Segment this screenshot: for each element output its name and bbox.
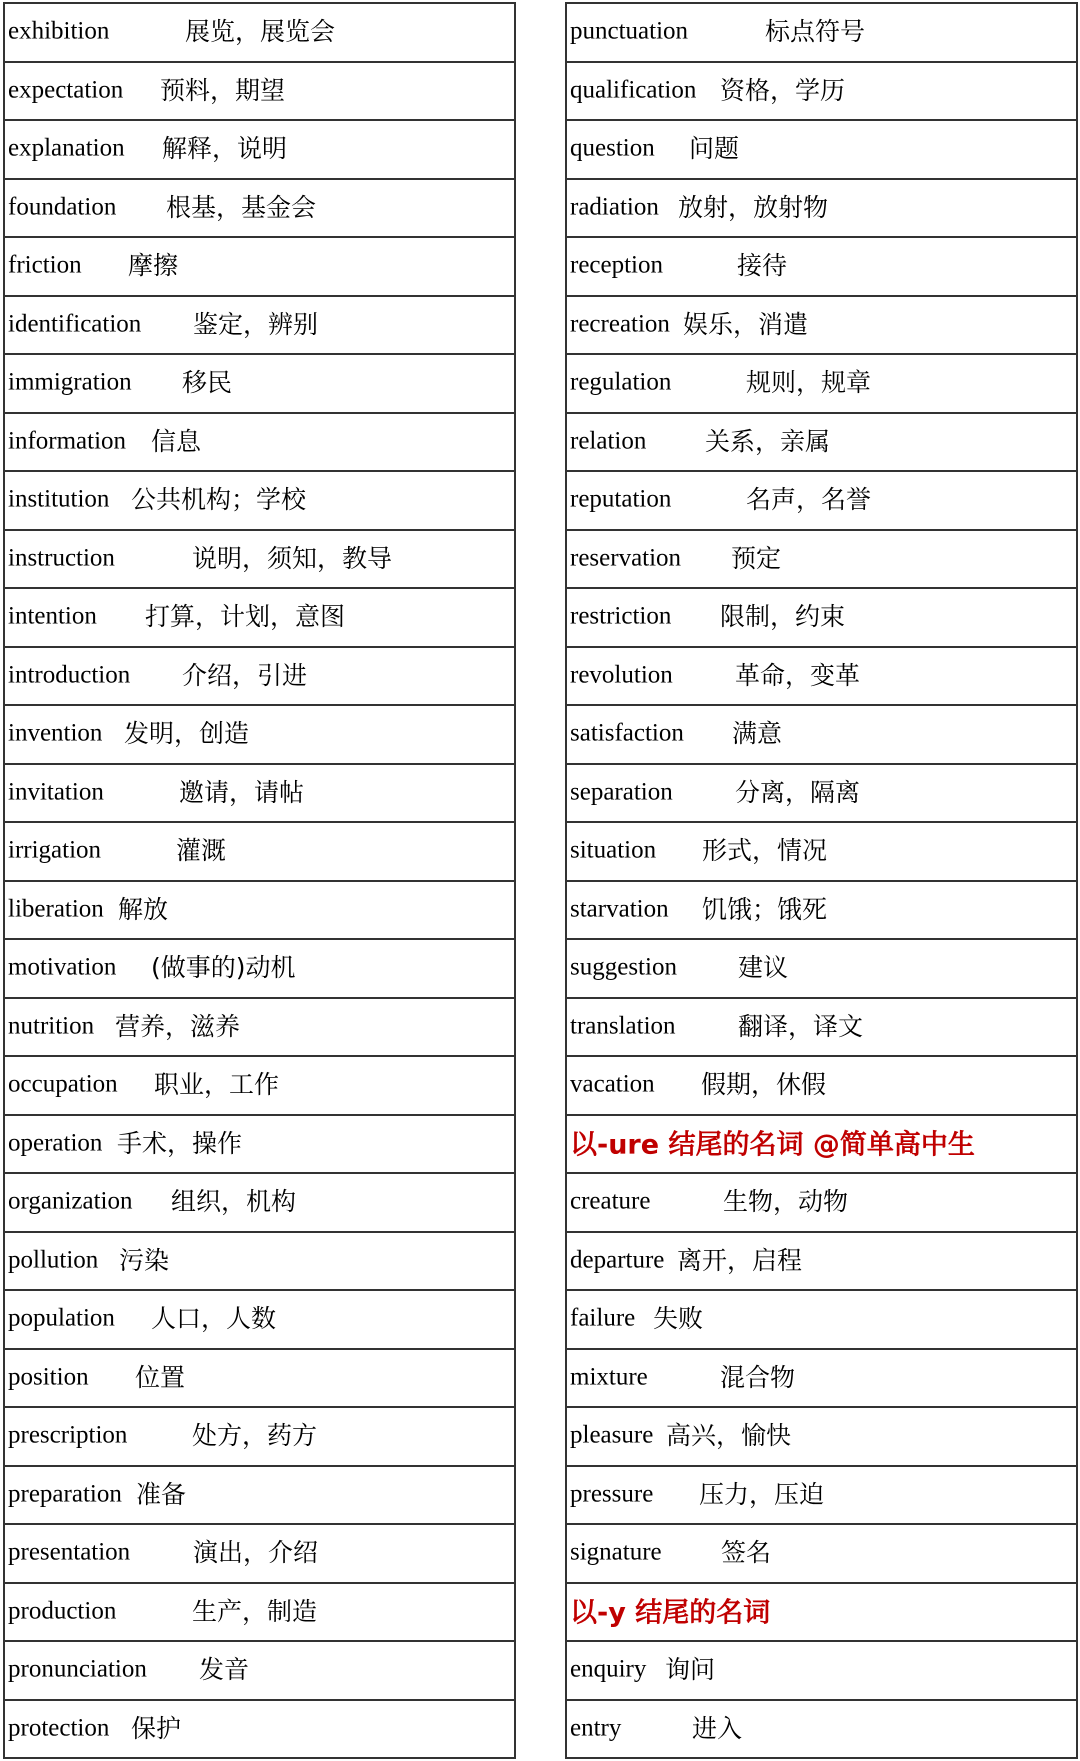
english-word: preparation	[8, 1480, 122, 1508]
chinese-meaning: 准备	[136, 1479, 187, 1509]
chinese-meaning: 根基，基金会	[166, 192, 317, 222]
chinese-meaning: 生物，动物	[723, 1187, 849, 1217]
vocab-row	[5, 121, 514, 180]
chinese-meaning: 建议	[738, 953, 789, 983]
english-word: starvation	[570, 895, 669, 923]
chinese-meaning: 营养，滋养	[115, 1011, 241, 1041]
vocab-row	[567, 823, 1076, 882]
chinese-meaning: 组织，机构	[171, 1187, 297, 1217]
vocab-row	[567, 1291, 1076, 1350]
chinese-meaning: 限制，约束	[720, 602, 846, 632]
english-word: expectation	[8, 76, 124, 104]
chinese-meaning: 假期，休假	[701, 1070, 827, 1100]
vocab-row	[5, 1057, 514, 1116]
chinese-meaning: 展览，展览会	[185, 17, 336, 47]
english-word: position	[8, 1363, 89, 1391]
vocab-row	[5, 414, 514, 473]
chinese-meaning: 询问	[665, 1655, 716, 1685]
chinese-meaning: 发音	[199, 1655, 250, 1685]
vocab-row	[5, 1291, 514, 1350]
vocab-row	[5, 1408, 514, 1467]
vocab-row	[5, 648, 514, 707]
chinese-meaning: 资格，学历	[720, 75, 846, 105]
english-word: entry	[570, 1714, 622, 1742]
english-word: invention	[8, 719, 103, 747]
english-word: intention	[8, 602, 97, 630]
vocab-row	[567, 238, 1076, 297]
chinese-meaning: 放射，放射物	[678, 192, 829, 222]
chinese-meaning: 混合物	[720, 1362, 796, 1392]
english-word: radiation	[570, 193, 659, 221]
vocabulary-table-right	[565, 2, 1078, 1759]
english-word: translation	[570, 1012, 676, 1040]
chinese-meaning: 接待	[737, 251, 788, 281]
chinese-meaning: 生产，制造	[192, 1596, 318, 1626]
vocab-row	[567, 1408, 1076, 1467]
vocab-row	[567, 1525, 1076, 1584]
english-word: explanation	[8, 134, 125, 162]
english-word: punctuation	[570, 17, 689, 45]
english-word: situation	[570, 836, 657, 864]
english-word: departure	[570, 1246, 665, 1274]
section-header-row	[567, 1116, 1076, 1175]
chinese-meaning: 保护	[131, 1713, 182, 1743]
vocab-row	[5, 1525, 514, 1584]
english-word: relation	[570, 427, 647, 455]
vocab-row	[5, 940, 514, 999]
vocab-row	[567, 765, 1076, 824]
section-header-row	[567, 1584, 1076, 1643]
english-word: question	[570, 134, 655, 162]
chinese-meaning: 关系，亲属	[705, 426, 831, 456]
section-header: 以-ure 结尾的名词 @简单高中生	[570, 1129, 975, 1161]
vocab-row	[567, 1701, 1076, 1760]
chinese-meaning: 名声，名誉	[746, 485, 872, 515]
vocab-row	[5, 1467, 514, 1526]
chinese-meaning: 预定	[731, 543, 782, 573]
chinese-meaning: 预料，期望	[160, 75, 286, 105]
english-word: pressure	[570, 1480, 654, 1508]
vocab-row	[567, 180, 1076, 239]
vocab-row	[5, 589, 514, 648]
vocab-row	[5, 1701, 514, 1760]
chinese-meaning: 移民	[182, 368, 233, 398]
chinese-meaning: 演出，介绍	[193, 1538, 319, 1568]
vocab-row	[567, 589, 1076, 648]
vocab-row	[5, 531, 514, 590]
english-word: friction	[8, 251, 82, 279]
chinese-meaning: 翻译，译文	[738, 1011, 864, 1041]
chinese-meaning: 打算，计划，意图	[145, 602, 346, 632]
english-word: satisfaction	[570, 719, 684, 747]
vocab-row	[5, 1116, 514, 1175]
chinese-meaning: 信息	[151, 426, 202, 456]
chinese-meaning: 公共机构；学校	[131, 485, 307, 515]
chinese-meaning: 人口，人数	[151, 1304, 277, 1334]
vocab-row	[567, 1174, 1076, 1233]
chinese-meaning: 手术，操作	[117, 1128, 243, 1158]
english-word: prescription	[8, 1421, 128, 1449]
english-word: institution	[8, 485, 110, 513]
english-word: failure	[570, 1304, 636, 1332]
vocab-row	[567, 882, 1076, 941]
english-word: creature	[570, 1187, 651, 1215]
english-word: pleasure	[570, 1421, 654, 1449]
vocab-row	[5, 180, 514, 239]
english-word: information	[8, 427, 127, 455]
english-word: exhibition	[8, 17, 110, 45]
vocab-row	[5, 1233, 514, 1292]
vocab-row	[5, 297, 514, 356]
vocab-row	[5, 706, 514, 765]
chinese-meaning: 规则，规章	[746, 368, 872, 398]
vocabulary-table-left	[3, 2, 516, 1759]
chinese-meaning: 压力，压迫	[699, 1479, 825, 1509]
english-word: pronunciation	[8, 1655, 147, 1683]
english-word: reservation	[570, 544, 682, 572]
english-word: revolution	[570, 661, 673, 689]
english-word: production	[8, 1597, 117, 1625]
chinese-meaning: 发明，创造	[124, 719, 250, 749]
vocab-row	[567, 648, 1076, 707]
chinese-meaning: 失败	[653, 1304, 704, 1334]
chinese-meaning: 邀请，请帖	[179, 777, 305, 807]
chinese-meaning: 说明，须知，教导	[192, 543, 393, 573]
chinese-meaning: 介绍，引进	[182, 660, 308, 690]
chinese-meaning: 解放	[118, 894, 169, 924]
english-word: operation	[8, 1129, 103, 1157]
chinese-meaning: 职业，工作	[154, 1070, 280, 1100]
vocab-row	[567, 355, 1076, 414]
vocab-row	[567, 1057, 1076, 1116]
vocab-row	[5, 63, 514, 122]
english-word: foundation	[8, 193, 117, 221]
chinese-meaning: (做事的)动机	[151, 953, 296, 983]
chinese-meaning: 解释，说明	[162, 134, 288, 164]
chinese-meaning: 进入	[692, 1713, 743, 1743]
english-word: liberation	[8, 895, 104, 923]
vocab-row	[5, 1350, 514, 1409]
english-word: restriction	[570, 602, 672, 630]
chinese-meaning: 分离，隔离	[735, 777, 861, 807]
vocab-row	[567, 472, 1076, 531]
english-word: motivation	[8, 953, 117, 981]
english-word: instruction	[8, 544, 115, 572]
chinese-meaning: 摩擦	[128, 251, 179, 281]
english-word: immigration	[8, 368, 132, 396]
english-word: irrigation	[8, 836, 102, 864]
vocab-row	[567, 121, 1076, 180]
chinese-meaning: 处方，药方	[192, 1421, 318, 1451]
chinese-meaning: 位置	[135, 1362, 186, 1392]
vocab-row	[567, 531, 1076, 590]
vocab-row	[567, 1350, 1076, 1409]
english-word: invitation	[8, 778, 104, 806]
chinese-meaning: 高兴，愉快	[666, 1421, 792, 1451]
english-word: nutrition	[8, 1012, 95, 1040]
chinese-meaning: 形式，情况	[702, 836, 828, 866]
english-word: separation	[570, 778, 673, 806]
english-word: protection	[8, 1714, 110, 1742]
vocab-row	[567, 940, 1076, 999]
english-word: pollution	[8, 1246, 99, 1274]
vocab-row	[5, 238, 514, 297]
english-word: presentation	[8, 1538, 131, 1566]
vocab-row	[567, 1233, 1076, 1292]
vocab-row	[567, 706, 1076, 765]
chinese-meaning: 革命，变革	[735, 660, 861, 690]
vocab-row	[5, 765, 514, 824]
english-word: organization	[8, 1187, 133, 1215]
chinese-meaning: 娱乐，消遣	[683, 309, 809, 339]
vocab-row	[5, 1174, 514, 1233]
vocab-row	[567, 297, 1076, 356]
english-word: occupation	[8, 1070, 118, 1098]
vocab-row	[567, 414, 1076, 473]
vocab-row	[5, 4, 514, 63]
english-word: identification	[8, 310, 142, 338]
english-word: signature	[570, 1538, 662, 1566]
english-word: vacation	[570, 1070, 655, 1098]
vocab-row	[5, 999, 514, 1058]
chinese-meaning: 标点符号	[765, 17, 866, 47]
chinese-meaning: 饥饿；饿死	[702, 894, 828, 924]
vocab-row	[5, 823, 514, 882]
chinese-meaning: 灌溉	[176, 836, 227, 866]
english-word: suggestion	[570, 953, 677, 981]
chinese-meaning: 签名	[721, 1538, 772, 1568]
vocab-row	[567, 1642, 1076, 1701]
vocab-row	[567, 999, 1076, 1058]
english-word: recreation	[570, 310, 670, 338]
english-word: introduction	[8, 661, 131, 689]
chinese-meaning: 问题	[689, 134, 740, 164]
vocab-row	[5, 472, 514, 531]
chinese-meaning: 离开，启程	[677, 1245, 803, 1275]
vocab-row	[567, 63, 1076, 122]
chinese-meaning: 污染	[119, 1245, 170, 1275]
vocab-row	[5, 882, 514, 941]
vocab-row	[5, 1584, 514, 1643]
section-header: 以-y 结尾的名词	[570, 1597, 771, 1629]
chinese-meaning: 鉴定，辨别	[193, 309, 319, 339]
vocab-row	[5, 1642, 514, 1701]
english-word: population	[8, 1304, 115, 1332]
vocab-row	[5, 355, 514, 414]
english-word: enquiry	[570, 1655, 647, 1683]
chinese-meaning: 满意	[732, 719, 783, 749]
english-word: mixture	[570, 1363, 648, 1391]
english-word: qualification	[570, 76, 697, 104]
english-word: reception	[570, 251, 664, 279]
english-word: regulation	[570, 368, 672, 396]
vocab-row	[567, 1467, 1076, 1526]
vocab-row	[567, 4, 1076, 63]
english-word: reputation	[570, 485, 672, 513]
